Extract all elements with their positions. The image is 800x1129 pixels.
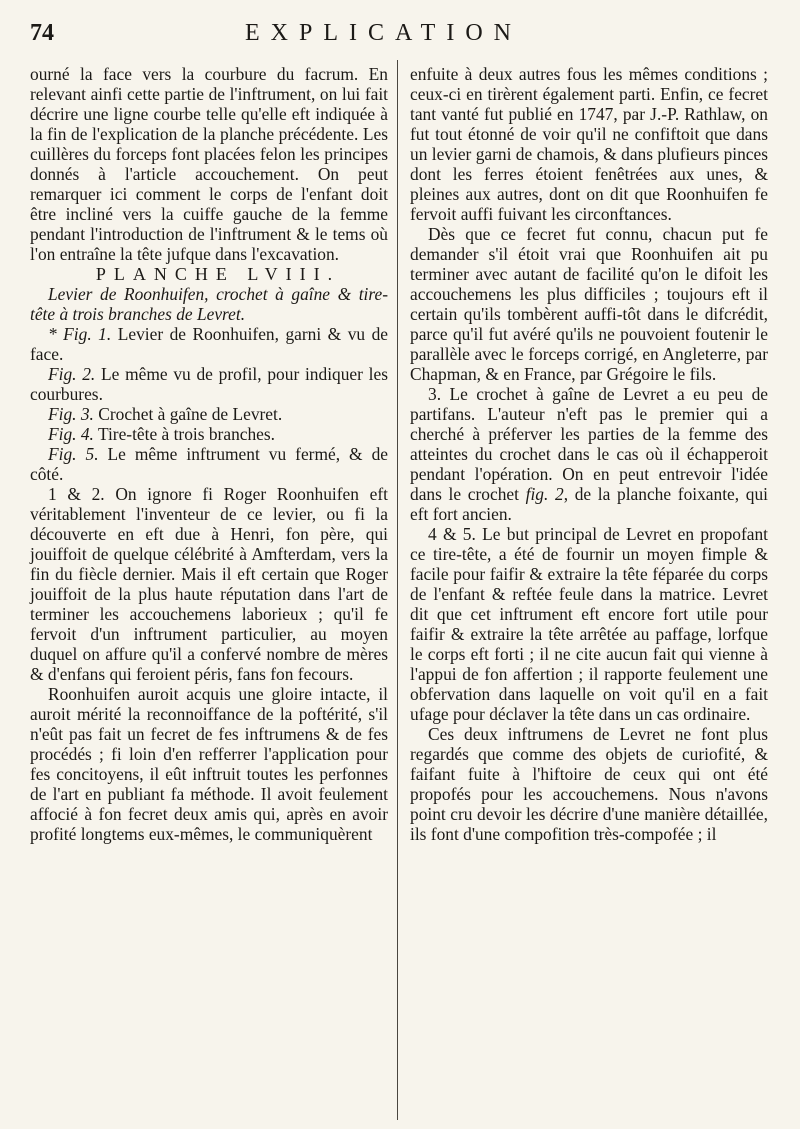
plate-title: Levier de Roonhuifen, crochet à gaîne & tire-tête à trois branches de Levret. bbox=[30, 284, 388, 324]
page-number: 74 bbox=[30, 20, 54, 46]
figure-item bbox=[30, 364, 388, 404]
left-column bbox=[30, 64, 388, 844]
paragraph: 1 & 2. On ignore fi Roger Roonhuifen eft véritablement l'inventeur de ce levier, ou fi la découverte en eft due à Henri, fon père, qui jouiffoit de quelque célébrité à Amfterdam, vers la fin du fiècle dernier. Mais il eft certain que Roger jouiffoit de la plus haute réputation dans l'art de terminer les accouchemens laborieux ; qu'il fe fervoit d'un inftrument particulier, au moyen duquel on affure qu'il a confervé nombre de mères & d'enfans qui feroient péris, fans fon fecours. bbox=[30, 484, 388, 684]
figure-item bbox=[30, 324, 388, 364]
figure-text: Le même inftrument vu fermé, & de côté. bbox=[30, 444, 388, 484]
column-divider bbox=[397, 60, 398, 1120]
page-header bbox=[30, 20, 770, 56]
figure-item bbox=[30, 424, 388, 444]
figure-label: Fig. 5. bbox=[48, 444, 99, 464]
figure-label: * Fig. 1. bbox=[48, 324, 112, 344]
figure-reference: fig. 2 bbox=[525, 484, 564, 504]
figure-item bbox=[30, 444, 388, 484]
paragraph: Roonhuifen auroit acquis une gloire intacte, il auroit mérité la reconnoiffance de la poftérité, s'il n'eût pas fait un fecret de fes inftrumens & de fes procédés ; fi loin d'en refferrer l'application pour fes concitoyens, il eût inftruit toutes les perfonnes de l'art en publiant fa méthode. Il avoit feulement affocié à fon fecret deux amis qui, après en avoir profité longtems eux-mêmes, le communiquèrent bbox=[30, 684, 388, 844]
figure-text: Crochet à gaîne de Levret. bbox=[98, 404, 283, 424]
paragraph-text: 3. Le crochet à gaîne de Levret a eu peu de partifans. L'auteur n'eft pas le premier qui a cherché à préferver les parties de la femme des atteintes du crochet dans le cas où il échapperoit pendant l'opération. On en peut entrevoir l'idée dans le crochet bbox=[410, 384, 768, 504]
paragraph-text: , de la planche foixante, qui eft fort ancien. bbox=[410, 484, 768, 524]
paragraph bbox=[410, 384, 768, 524]
paragraph: enfuite à deux autres fous les mêmes conditions ; ceux-ci en tirèrent également parti. Enfin, ce fecret tant vanté fut publié en 1747, par J.-P. Rathlaw, on fut tout étonné de voir qu'il ne confiftoit que dans un levier garni de chamois, & dans plufieurs pinces dont les ferres étoient fenêtrées aux unes, & pleines aux autres, dont on dit que Roonhuifen fe fervoit auffi fuivant les circonftances. bbox=[410, 64, 768, 224]
plate-heading: PLANCHE LVIII. bbox=[95, 264, 341, 284]
figure-label: Fig. 2. bbox=[48, 364, 96, 384]
right-column bbox=[410, 64, 768, 844]
figure-text: Tire-tête à trois branches. bbox=[97, 424, 276, 444]
figure-text: Le même vu de profil, pour indiquer les courbures. bbox=[30, 364, 388, 404]
figure-label: Fig. 4. bbox=[48, 424, 94, 444]
figure-label: Fig. 3. bbox=[48, 404, 94, 424]
paragraph: ourné la face vers la courbure du facrum. En relevant ainfi cette partie de l'inftrument, on lui fait décrire une ligne courbe telle qu'elle eft indiquée à la fin de l'explication de la planche précédente. Les cuillères du forceps font placées felon les principes donnés à l'article accouchement. On peut remarquer ici comment le corps de l'enfant doit être incliné vers la cuiffe gauche de la femme pendant l'introduction de l'inftrument & le tems où l'on entraîne la tête jufque dans l'excavation. bbox=[30, 64, 388, 264]
paragraph: Dès que ce fecret fut connu, chacun put fe demander s'il étoit vrai que Roonhuifen ait pu terminer avec autant de facilité qu'on le difoit les accouchemens les plus difficiles ; toujours eft il certain qu'ils tombèrent auffi-tôt dans le difcrédit, parce qu'il fut avéré qu'ils ne pouvoient foutenir le parallèle avec le forceps corrigé, en Angleterre, par Chapman, & en France, par Grégoire le fils. bbox=[410, 224, 768, 384]
running-head: EXPLICATION bbox=[245, 20, 522, 46]
figure-text: Levier de Roonhuifen, garni & vu de face. bbox=[30, 324, 389, 364]
figure-item bbox=[30, 404, 388, 424]
paragraph: 4 & 5. Le but principal de Levret en propofant ce tire-tête, a été de fournir un moyen fimple & facile pour faifir & extraire la tête féparée du corps de l'enfant & reftée feule dans la matrice. Levret dit que cet inftrument eft encore fort utile pour faifir & extraire la tête arrêtée au paffage, lorfque le corps eft forti ; il ne cite aucun fait qui vienne à l'appui de fon affertion ; il rapporte feulement une obfervation dans laquelle on voit qu'il en a fait ufage pour déclaver la tête dans un cas ordinaire. bbox=[410, 524, 768, 724]
paragraph: Ces deux inftrumens de Levret ne font plus regardés que comme des objets de curiofité, & faifant fuite à l'hiftoire de ceux qui ont été propofés pour les accouchemens. Nous n'avons point cru devoir les décrire d'une manière détaillée, ils font d'une compofition très-compofée ; il bbox=[410, 724, 768, 844]
